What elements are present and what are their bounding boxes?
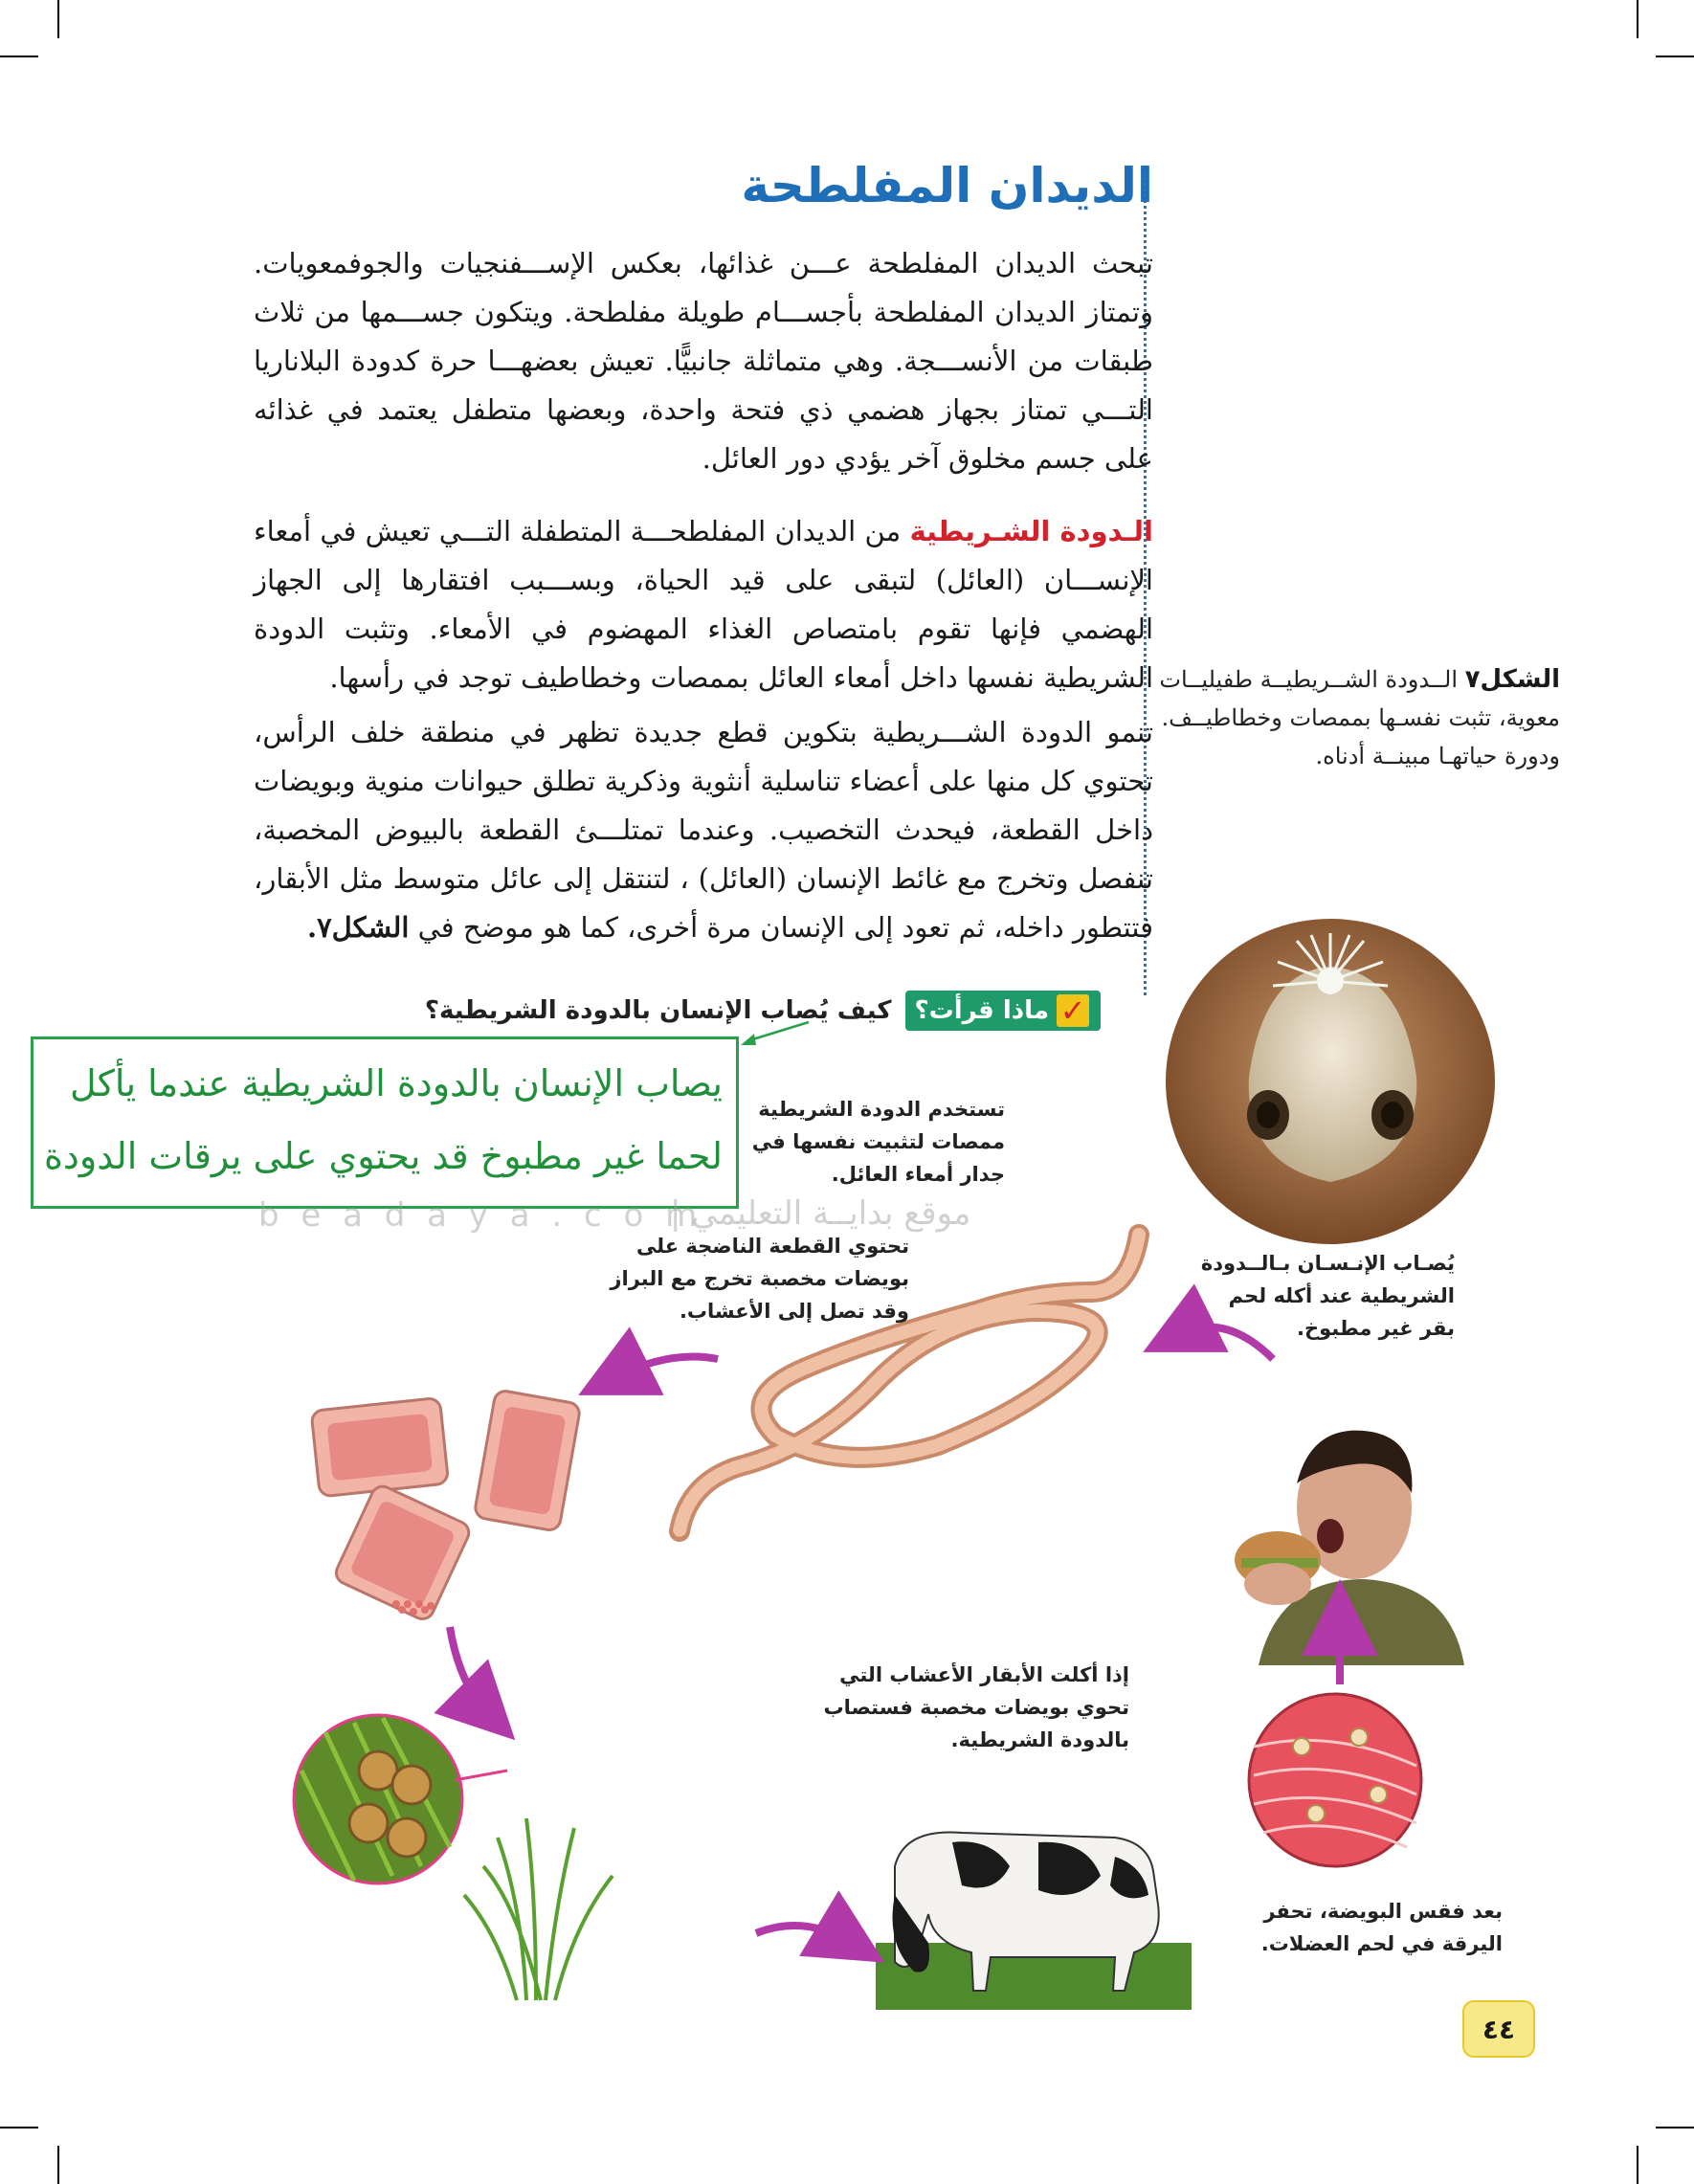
term-tapeworm: الـدودة الشـريطية	[909, 515, 1153, 547]
figure-label: الشكل٧	[1464, 665, 1560, 694]
label-mature-segment: تحتوي القطعة الناضجة على بويضات مخصبة تخرج مع البراز وقد تصل إلى الأعشاب.	[610, 1235, 909, 1323]
paragraph-tapeworm-text: من الديدان المفلطحـــة المتطفلة التـــي تعيش في أمعاء الإنســـان (العائل) لتبقى على قيد الحياة، وبســـبب افتقارها إلى الجهاز الهضمي فإنها تقوم بامتصاص الغذاء المهضوم في الأمعاء. وتثبت الدودة الشريطية نفسها داخل أمعاء العائل بممصات وخطاطيف توجد في رأسها.	[254, 515, 1153, 694]
watermark-text: موقع بدايــة التعليمي |	[670, 1194, 971, 1233]
checkmark-icon: ✓	[1057, 994, 1089, 1027]
figure-reference: الشكل٧.	[306, 911, 410, 944]
page-title: الديدان المفلطحة	[741, 158, 1153, 213]
label-scolex: تستخدم الدودة الشريطية ممصات لتثبيت نفسها في جدار أمعاء العائل.	[751, 1098, 1005, 1186]
figure-caption-text: الــدودة الشــريطيــة طفيليــات معوية، تثبت نفسـها بممصات وخطاطيــف. ودورة حياتهـا مبينــة أدناه.	[1159, 666, 1560, 769]
page-number: ٤٤	[1462, 2000, 1535, 2058]
label-human-infection: يُصـاب الإنـسـان بـالــدودة الشريطية عند أكله لحم بقر غير مطبوخ.	[1200, 1252, 1455, 1340]
reading-check-badge-label: ماذا قرأت؟	[914, 996, 1049, 1025]
label-larva-muscle: بعد فقس البويضة، تحفر اليرقة في لحم العضلات.	[1260, 1900, 1503, 1955]
answer-line-2: لحما غير مطبوخ قد يحتوي على يرقات الدودة	[44, 1135, 723, 1177]
label-cow-infection: إذا أكلت الأبقار الأعشاب التي تحوي بويضات مخصبة فستصاب بالدودة الشريطية.	[823, 1663, 1129, 1751]
paragraph-lifecycle-text: تنمو الدودة الشـــريطية بتكوين قطع جديدة تظهر في منطقة خلف الرأس، تحتوي كل منها على أعضاء تناسلية أنثوية وذكرية تطلق حيوانات منوية وبويضات داخل القطعة، فيحدث التخصيب. وعندما تمتلـــئ القطعة بالبيوض المخصبة، تنفصل وتخرج مع غائط الإنسان (العائل) ، لتنتقل إلى عائل متوسط مثل الأبقار، فتتطور داخله، ثم تعود إلى الإنسان مرة أخرى، كما هو موضح في	[254, 716, 1153, 944]
reading-check-question: كيف يُصاب الإنسان بالدودة الشريطية؟	[424, 996, 892, 1025]
answer-line-1: يصاب الإنسان بالدودة الشريطية عندما يأكل	[70, 1062, 723, 1104]
watermark-url: b e a d a y a . c o m	[258, 1196, 703, 1235]
paragraph-flatworms: تبحث الديدان المفلطحة عـــن غذائها، بعكس الإســـفنجيات والجوفمعويات. وتمتاز الديدان المفلطحة بأجســـام طويلة مفلطحة. ويتكون جســـمها من ثلاث طبقات من الأنســـجة. وهي متماثلة جانبيًّا. تعيش بعضهـــا حرة كدودة البلاناريا التـــي تمتاز بجهاز هضمي ذي فتحة واحدة، وبعضها متطفل يعتمد في غذائه على جسم مخلوق آخر يؤدي دور العائل.	[254, 247, 1153, 475]
